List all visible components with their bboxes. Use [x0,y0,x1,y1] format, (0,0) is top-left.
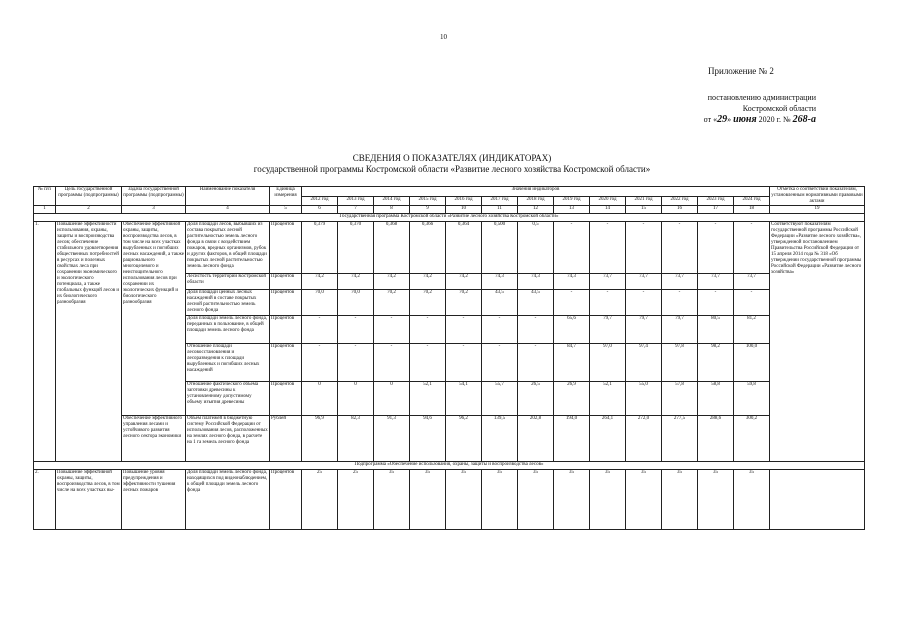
column-number: 14 [590,206,626,214]
header-note: Отметка о соответствии показателям, установленным нормативными правовыми актами [771,187,863,204]
indicator-value: - [734,290,770,316]
indicator-unit: Процентов [270,470,302,530]
indicator-value: - [410,344,446,382]
goal-cell: Повышение эффективной охраны, защиты, воспроизводства лесов, в том числе на всех участках вы- [56,470,122,530]
note-cell: Соответствуют показателям государственной программы Российской Федерации «Развитие лесного хозяйства», утвержденной постановлением Правительства Российской Федерации от 15 апреля 2014 года № 318 «Об утверждении государственной программы Российской Федерации «Развитие лесного хозяйства» [770,222,865,462]
indicator-value: - [338,344,374,382]
indicator-value: 55,0 [626,382,662,416]
indicator-value: 55,7 [482,382,518,416]
indicator-value: 35 [446,470,482,530]
indicator-value: - [338,316,374,344]
indicator-name: Доля площади земель лесного фонда, находящихся под видеонаблюдением, к общей площади земель лесного фонда [186,470,270,530]
indicator-value: 202,8 [518,416,554,462]
indicator-unit: Процентов [270,344,302,382]
indicator-value: - [554,222,590,274]
indicator-value: 84,7 [554,344,590,382]
indicator-value: 272,0 [626,416,662,462]
column-number: 6 [302,206,338,214]
indicator-unit: Процентов [270,274,302,290]
indicator-value: 35 [518,470,554,530]
header-values-group: Значения индикаторов [302,187,770,197]
indicator-value: 35 [590,470,626,530]
indicator-value: 35 [410,470,446,530]
indicator-value: 79,7 [590,316,626,344]
indicator-value: 74,2 [302,274,338,290]
indicator-name: Отношение фактического объема заготовки древесины к установленному допустимому объему изъятия древесины [186,382,270,416]
indicator-name: Доля площади ценных лесных насаждений в составе покрытых лесной растительностью земель лесного фонда [186,290,270,316]
row-number: 1. [34,222,56,462]
indicator-value: 100,0 [734,344,770,382]
table-row [34,416,865,462]
note-cell-empty [770,470,865,530]
resolution-line2: Костромской области [742,104,816,113]
indicator-value: 35 [734,470,770,530]
indicator-value: - [590,222,626,274]
indicator-value: 57,8 [662,382,698,416]
indicator-value: 58,8 [698,382,734,416]
indicator-value: 74,2 [374,274,410,290]
indicator-value: 79,7 [662,316,698,344]
header-year: 2022 год [662,196,698,206]
column-number: 9 [410,206,446,214]
indicator-value: 73,7 [698,274,734,290]
column-number: 16 [662,206,698,214]
column-number: 13 [554,206,590,214]
task-cell: Обеспечение эффективной охраны, защиты, воспроизводства лесов, в том числе на всех участках вырубленных и погибших лесных насаждений, а также рационального многоцелевого и неистощительного использования лесов при сохранении их экологических функций и биологического разнообразия [122,222,186,416]
indicator-value: 65,6 [554,316,590,344]
column-number: 19 [770,206,865,214]
table-row [34,222,865,274]
indicator-name: Доля площади земель лесного фонда, переданных в пользование, в общей площади земель лесного фонда [186,316,270,344]
indicator-unit: Процентов [270,222,302,274]
column-number: 10 [446,206,482,214]
document-subtitle: государственной программы Костромской области «Развитие лесного хозяйства Костромской области» [253,164,651,174]
header-year: 2019 год [554,196,590,206]
header-year: 2014 год [374,196,410,206]
column-number: 2 [56,206,122,214]
task-cell: Повышение уровня предупреждения и эффективности тушения лесных пожаров [122,470,186,530]
indicator-value: 70,2 [410,290,446,316]
indicator-name: Объем платежей в бюджетную систему Российской Федерации от использования лесов, расположенных на землях лесного фонда, в расчете на 1 га земель лесного фонда [186,416,270,462]
indicator-value: 74,3 [554,274,590,290]
indicator-name: Лесистость территории Костромской области [186,274,270,290]
indicator-value: 98,2 [698,344,734,382]
indicator-value: 0 [338,382,374,416]
indicator-value: 0,370 [338,222,374,274]
indicator-value: 81,2 [734,316,770,344]
indicator-value: 25 [302,470,338,530]
indicator-value: 0 [374,382,410,416]
indicator-value: 79,7 [626,316,662,344]
indicator-value: - [698,222,734,274]
indicator-value: 97,4 [626,344,662,382]
indicator-value: - [698,290,734,316]
indicator-value: 70,0 [302,290,338,316]
header-year: 2018 год [518,196,554,206]
indicator-value: 139,5 [482,416,518,462]
indicator-unit: Процентов [270,290,302,316]
resolution-block [704,92,816,125]
indicator-value: 74,2 [338,274,374,290]
indicator-value: - [482,344,518,382]
column-number: 3 [122,206,186,214]
indicator-value: - [302,316,338,344]
header-year: 2013 год [338,196,374,206]
indicator-value: 35 [554,470,590,530]
indicator-value: 43,5 [518,290,554,316]
indicator-value: - [302,344,338,382]
indicator-value: 73,7 [734,274,770,290]
indicator-value: 288,6 [698,416,734,462]
indicator-value: 74,2 [446,274,482,290]
indicator-value: - [446,316,482,344]
indicator-value: 264,1 [590,416,626,462]
indicator-value: - [374,344,410,382]
column-number: 4 [186,206,270,214]
indicator-value: 0,500 [482,222,518,274]
indicator-value: 0 [302,382,338,416]
indicator-unit: Процентов [270,382,302,416]
indicator-value: 74,2 [410,274,446,290]
indicator-value: 94,6 [410,416,446,462]
indicator-value: 26,9 [554,382,590,416]
indicator-value: 73,7 [590,274,626,290]
section-1-title: Государственная программа Костромской области «Развитие лесного хозяйства Костромской области» [34,214,865,222]
indicator-value: 74,3 [482,274,518,290]
indicator-value: 35 [626,470,662,530]
indicators-table [33,186,865,530]
indicator-value: 70,0 [338,290,374,316]
indicator-name: Отношение площади лесовосстановления и лесоразведения к площади вырубленных и погибших лесных насаждений [186,344,270,382]
column-number: 15 [626,206,662,214]
indicator-value: 73,7 [626,274,662,290]
indicator-value: - [482,316,518,344]
indicator-value: 25 [338,470,374,530]
column-number: 12 [518,206,554,214]
indicator-value: 91,3 [374,416,410,462]
column-number: 11 [482,206,518,214]
column-number: 8 [374,206,410,214]
indicator-value: 194,0 [554,416,590,462]
indicator-value: 82,3 [338,416,374,462]
indicator-value: 277,5 [662,416,698,462]
indicator-value: 26,5 [518,382,554,416]
indicator-value: 35 [698,470,734,530]
indicator-value: 80,5 [698,316,734,344]
indicator-value: - [374,316,410,344]
document-title: СВЕДЕНИЯ О ПОКАЗАТЕЛЯХ (ИНДИКАТОРАХ) [352,153,552,163]
column-number: 17 [698,206,734,214]
indicator-value: 97,8 [662,344,698,382]
indicator-value: - [626,222,662,274]
indicator-value: - [626,290,662,316]
appendix-label: Приложение № 2 [708,66,774,76]
column-numbers-row [34,206,865,214]
indicator-unit: Процентов [270,316,302,344]
indicator-value: 0,368 [374,222,410,274]
header-year: 2015 год [410,196,446,206]
indicator-value: - [662,222,698,274]
indicator-value: 0,379 [302,222,338,274]
indicator-value: 96,9 [302,416,338,462]
indicator-value: - [590,290,626,316]
header-year: 2023 год [698,196,734,206]
indicator-value: - [518,316,554,344]
indicator-value: - [662,290,698,316]
handwritten-day: 29 [717,114,728,125]
header-year: 2020 год [590,196,626,206]
header-year: 2024 год [734,196,770,206]
goal-cell: Повышение эффективности использования, охраны, защиты и воспроизводства лесов; обеспечение стабильного удовлетворения общественных потребностей в ресурсах и полезных свойствах леса при сохранении экономического и экологического потенциала, а также глобальных функций лесов и их биологического разнообразия [56,222,122,462]
resolution-line3: от «29» июня 2020 г. № 268-а [703,114,816,125]
indicator-name: Доля площади лесов, выбывших из состава покрытых лесной растительностью земель лесного фонда в связи с воздействием пожаров, вредных организмов, рубок и других факторов, в общей площади покрытых лесной растительностью земель лесного фонда [186,222,270,274]
column-number: 18 [734,206,770,214]
indicator-value: - [446,344,482,382]
indicator-value: 96,2 [446,416,482,462]
handwritten-number: 268-а [792,114,816,125]
column-number: 1 [34,206,56,214]
resolution-line1: постановлению администрации [707,93,816,102]
header-goal: Цель государственной программы (подпрограммы) [56,187,122,206]
header-year: 2012 год [302,196,338,206]
indicator-value: 0,364 [446,222,482,274]
section-2-title: Подпрограмма «Обеспечение использования, охраны, защиты и воспроизводства лесов» [34,462,865,470]
indicator-value: 52,1 [410,382,446,416]
column-number: 5 [270,206,302,214]
indicator-value: 59,8 [734,382,770,416]
indicator-value: - [518,344,554,382]
header-year: 2021 год [626,196,662,206]
indicator-value: 74,3 [518,274,554,290]
indicator-value: 73,7 [662,274,698,290]
indicator-value: 54,1 [446,382,482,416]
row-number: 2. [34,470,56,530]
indicator-value: 97,0 [590,344,626,382]
indicator-value: - [734,222,770,274]
header-year: 2016 год [446,196,482,206]
indicator-value: 43,5 [482,290,518,316]
header-year: 2017 год [482,196,518,206]
header-no: № п/п [34,187,56,206]
indicator-value: 70,2 [374,290,410,316]
indicator-value: 35 [482,470,518,530]
task-cell: Обеспечение эффективного управления лесами и устойчивого развития лесного сектора экономики [122,416,186,462]
indicator-value: 0,5 [518,222,554,274]
indicator-value: 52,1 [590,382,626,416]
indicator-value: 35 [662,470,698,530]
table-row [34,470,865,530]
header-task: Задача государственной программы (подпрограммы) [122,187,186,206]
page-number: 10 [440,33,447,41]
indicator-value: 70,2 [446,290,482,316]
indicator-value: 0,366 [410,222,446,274]
indicator-value: 300,2 [734,416,770,462]
header-name: Наименование показателя [186,187,270,206]
column-number: 7 [338,206,374,214]
handwritten-month: июня [733,114,757,125]
header-unit: Единица измерения [270,187,302,206]
indicator-value: 35 [374,470,410,530]
indicator-value: - [410,316,446,344]
indicator-value: - [554,290,590,316]
indicator-unit: Рублей [270,416,302,462]
